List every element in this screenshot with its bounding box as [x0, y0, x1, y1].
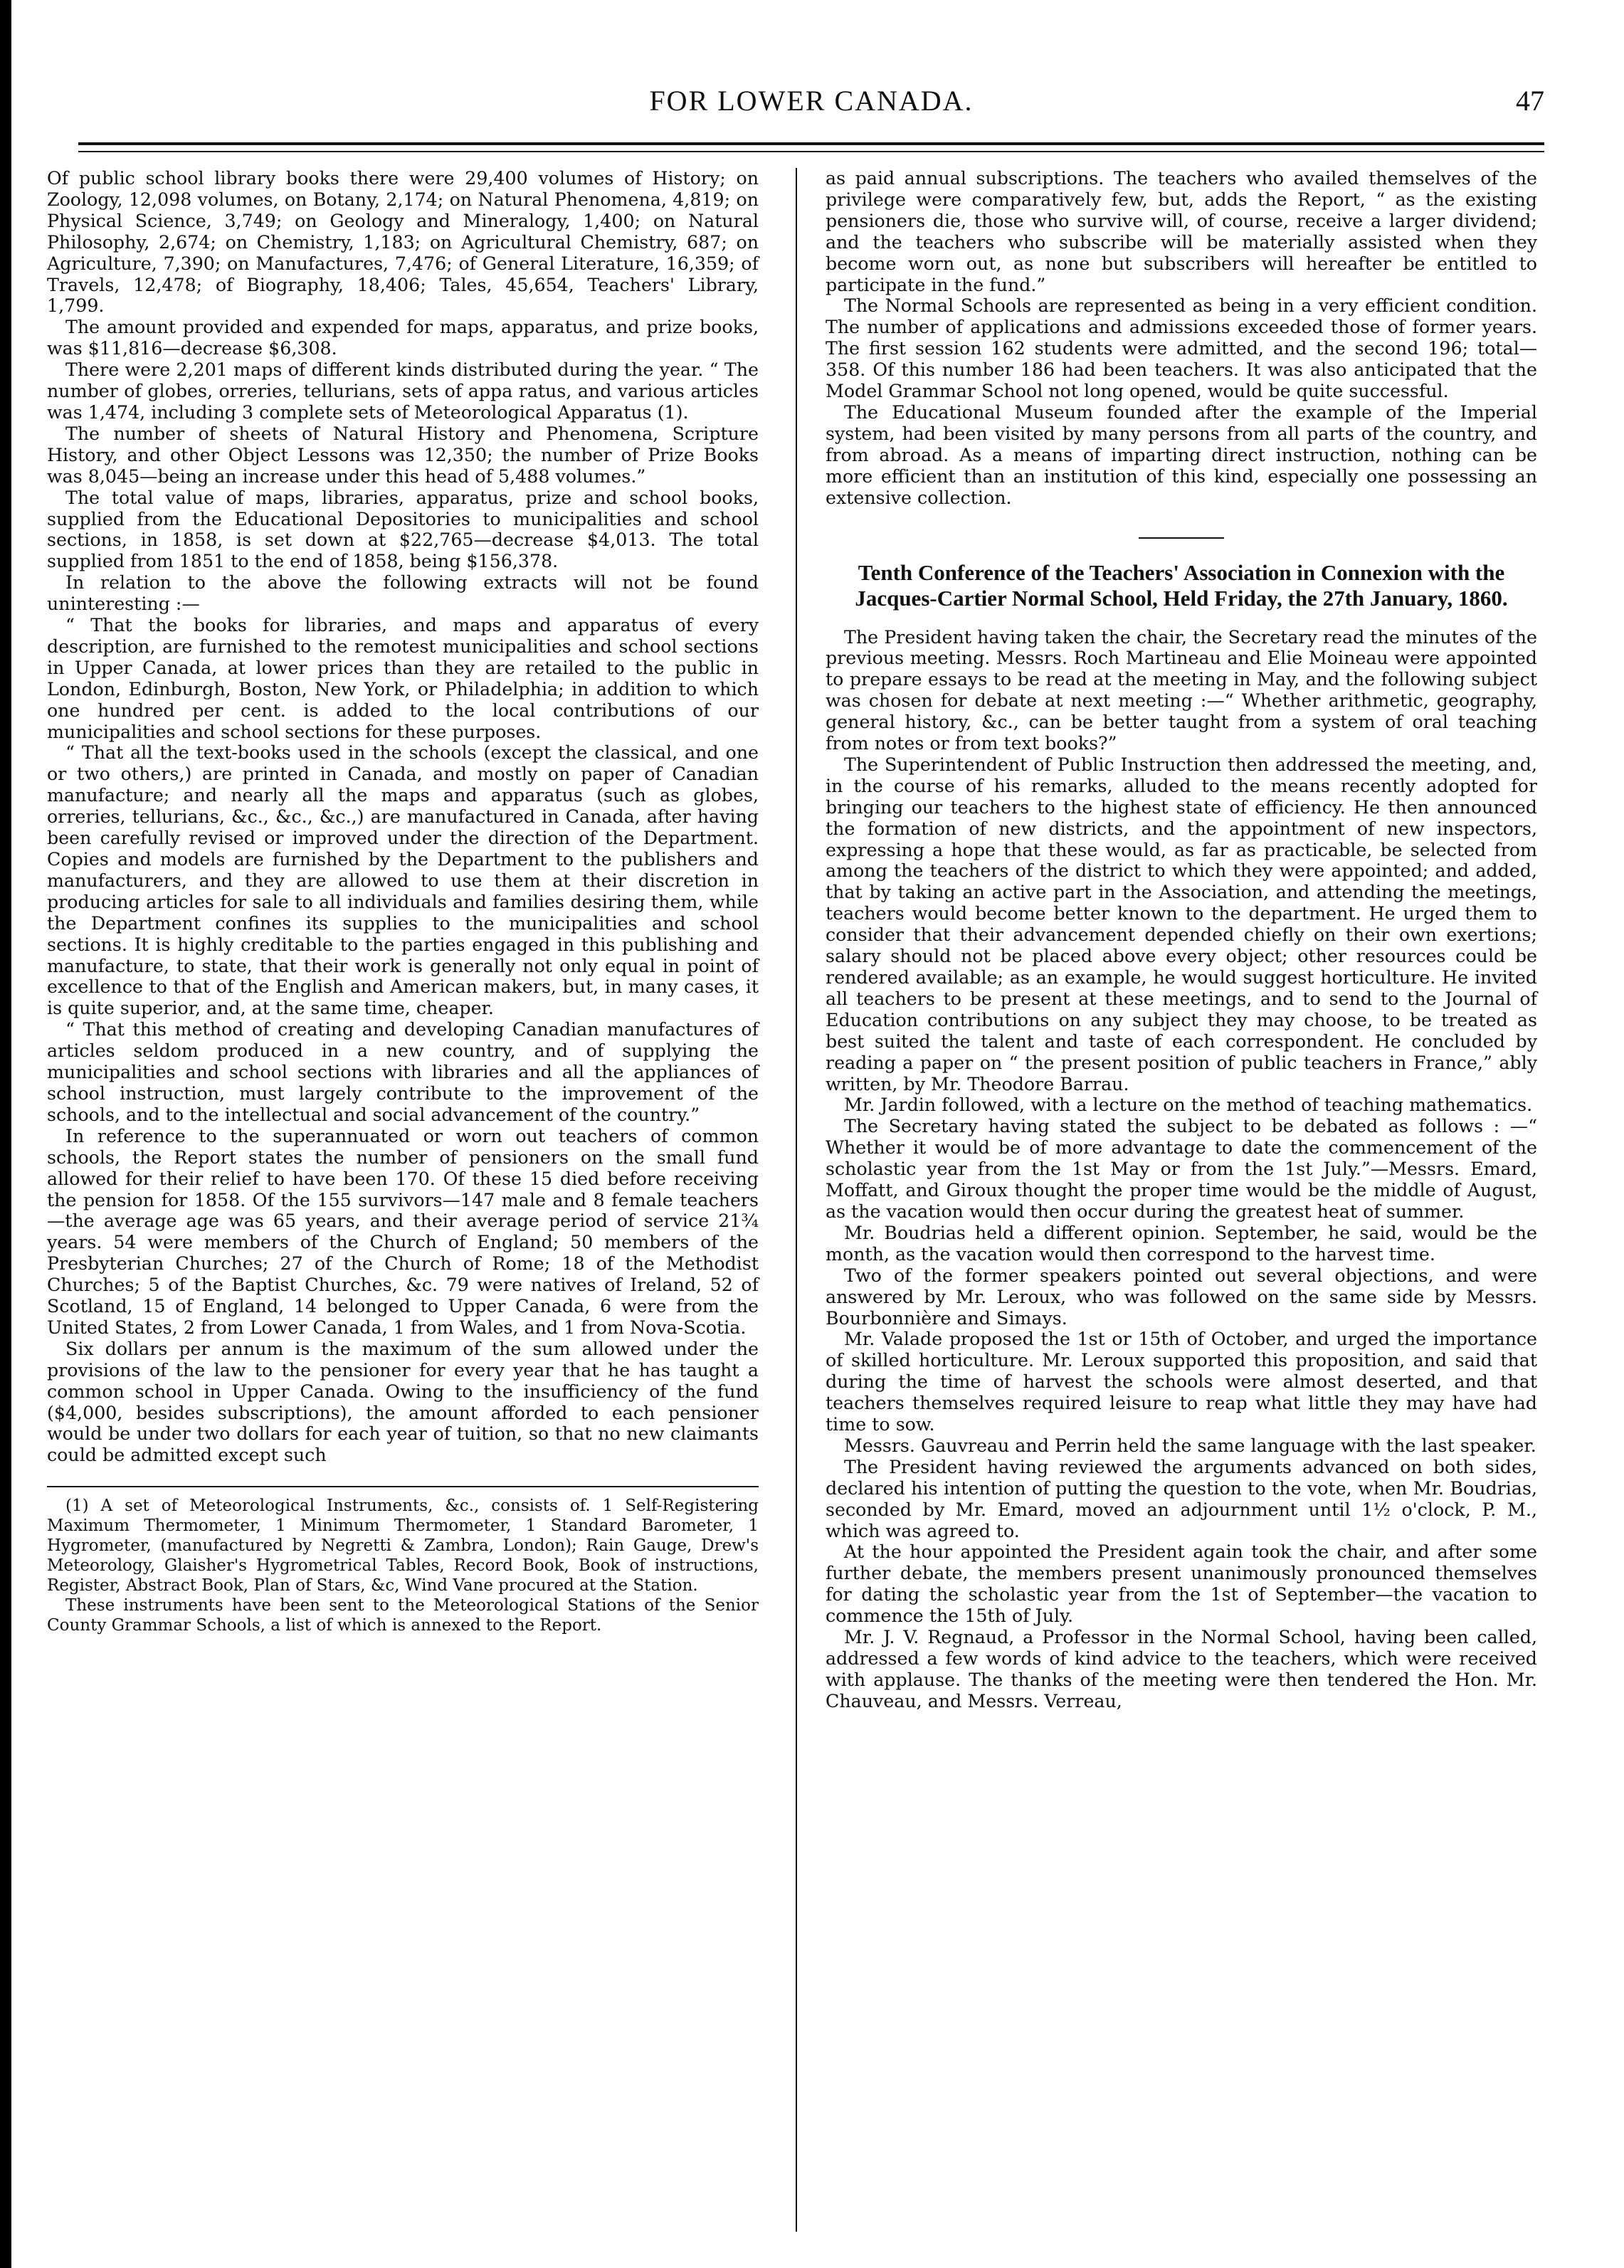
paragraph: In relation to the above the following extracts will not be found uninteresting :—: [47, 572, 759, 615]
page-number: 47: [1516, 85, 1544, 117]
paragraph: The amount provided and expended for maps, apparatus, and prize books, was $11,816—decrease $6,308.: [47, 317, 759, 359]
paragraph: There were 2,201 maps of different kinds distributed during the year. “ The number of globes, orreries, tellurians, sets of appa ratus, and various articles was 1,474, including 3 complete sets of Meteorological Apparatus (1).: [47, 359, 759, 423]
paragraph: Of public school library books there were 29,400 volumes of History; on Zoology, 12,098 volumes, on Botany, 2,174; on Natural Phenomena, 4,819; on Physical Science, 3,749; on Geology and Mineralogy, 1,400; on Natural Philosophy, 2,674; on Chemistry, 1,183; on Agricultural Chemistry, 687; on Agriculture, 7,390; on Manufactures, 7,476; of General Literature, 16,359; of Travels, 12,478; of Biography, 18,406; Tales, 45,654, Teachers' Library, 1,799.: [47, 168, 759, 317]
paragraph: Mr. Boudrias held a different opinion. September, he said, would be the month, as the vacation would then correspond to the harvest time.: [826, 1222, 1537, 1265]
paragraph: The total value of maps, libraries, apparatus, prize and school books, supplied from the Educational Depositories to municipalities and school sections, in 1858, is set down at $22,765—decrease $4,013. The total supplied from 1851 to the end of 1858, being $156,378.: [47, 487, 759, 572]
quoted-paragraph: “ That all the text-books used in the schools (except the classical, and one or two others,) are printed in Canada, and mostly on paper of Canadian manufacture; and nearly all the maps and apparatus (such as globes, orreries, tellurians, &c., &c., &c.,) are manufactured in Canada, after having been carefully revised or improved under the direction of the Department. Copies and models are furnished by the Department to the publishers and manufacturers, and they are allowed to use them at their discretion in producing articles for sale to all individuals and families desiring them, while the Department confines its supplies to the municipalities and school sections. It is highly creditable to the parties engaged in this publishing and manufacture, to state, that their work is generally not only equal in point of excellence to that of the English and American makers, but, in many cases, it is quite superior, and, at the same time, cheaper.: [47, 742, 759, 1019]
paragraph: as paid annual subscriptions. The teachers who availed themselves of the privilege were comparatively few, but, adds the Report, “ as the existing pensioners die, those who survive will, of course, receive a larger dividend; and the teachers who subscribe will be materially assisted when they become worn out, as none but subscribers will hereafter be entitled to participate in the fund.”: [826, 168, 1537, 295]
paragraph: The Superintendent of Public Instruction then addressed the meeting, and, in the course of his remarks, alluded to the means recently adopted for bringing our teachers to the highest state of efficiency. He then announced the formation of new districts, and the appointment of new inspectors, expressing a hope that these would, as far as practicable, be selected from among the teachers of the district to which they were appointed; and added, that by taking an active part in the Association, and attending the meetings, teachers would become better known to the department. He urged them to consider that their advancement depended chiefly on their own exertions; salary should not be placed above every object; other resources could be rendered available; as an example, he would suggest horticulture. He invited all teachers to be present at these meetings, and to send to the Journal of Education contributions on any subject they may choose, to be treated as best suited the talent and taste of each correspondent. He concluded by reading a paper on “ the present position of public teachers in France,” ably written, by Mr. Theodore Barrau.: [826, 754, 1537, 1095]
paragraph: Mr. Jardin followed, with a lecture on the method of teaching mathematics.: [844, 1095, 1533, 1116]
paragraph: Messrs. Gauvreau and Perrin held the same language with the last speaker.: [844, 1435, 1536, 1456]
section-title: Tenth Conference of the Teachers' Association in Connexion with the Jacques-Cartier Normal School, Held Friday, the 27th January, 1860.: [855, 559, 1508, 611]
left-column: [47, 168, 759, 1635]
footnote: These instruments have been sent to the Meteorological Stations of the Senior County Grammar Schools, a list of which is annexed to the Report.: [47, 1596, 759, 1635]
paragraph: At the hour appointed the President again took the chair, and after some further debate, the members present unanimously pronounced themselves for dating the scholastic year from the 1st of September—the vacation to commence the 15th of July.: [826, 1541, 1537, 1627]
paragraph: Two of the former speakers pointed out several objections, and were answered by Mr. Leroux, who was followed on the same side by Messrs. Bourbonnière and Simays.: [826, 1265, 1537, 1329]
quoted-paragraph: “ That the books for libraries, and maps and apparatus of every description, are furnished to the remotest municipalities and school sections in Upper Canada, at lower prices than they are retailed to the public in London, Edinburgh, Boston, New York, or Philadelphia; in addition to which one hundred per cent. is added to the local contributions of our municipalities and school sections for these purposes.: [47, 615, 759, 742]
footnote: (1) A set of Meteorological Instruments, &c., consists of. 1 Self-Registering Maximum Thermometer, 1 Minimum Thermometer, 1 Standard Barometer, 1 Hygrometer, (manufactured by Negretti & Zambra, London); Rain Gauge, Drew's Meteorology, Glaisher's Hygrometrical Tables, Record Book, Book of instructions, Register, Abstract Book, Plan of Stars, &c, Wind Vane procured at the Station.: [47, 1497, 759, 1595]
column-divider: [796, 168, 797, 2232]
paragraph: The Normal Schools are represented as being in a very efficient condition. The number of applications and admissions exceeded those of former years. The first session 162 students were admitted, and the second 196; total—358. Of this number 186 had been teachers. It was also anticipated that the Model Grammar School not long opened, would be quite successful.: [826, 295, 1537, 402]
section-separator: [1139, 537, 1224, 539]
paragraph: In reference to the superannuated or worn out teachers of common schools, the Report states the number of pensioners on the small fund allowed for their relief to have been 170. Of these 15 died before receiving the pension for 1858. Of the 155 survivors—147 male and 8 female teachers—the average age was 65 years, and their average period of service 21¾ years. 54 were members of the Church of England; 50 members of the Presbyterian Churches; 27 of the Church of Rome; 18 of the Methodist Churches; 5 of the Baptist Churches, &c. 79 were natives of Ireland, 52 of Scotland, 15 of England, 14 belonged to Upper Canada, 6 were from the United States, 2 from Lower Canada, 1 from Wales, and 1 from Nova-Scotia.: [47, 1125, 759, 1338]
quoted-paragraph: “ That this method of creating and developing Canadian manufactures of articles seldom produced in a new country, and of supplying the municipalities and school sections with libraries and all the appliances of school instruction, must largely contribute to the improvement of the schools, and to the intellectual and social advancement of the country.”: [47, 1019, 759, 1125]
paragraph: The Educational Museum founded after the example of the Imperial system, had been visited by many persons from all parts of the country, and from abroad. As a means of imparting direct instruction, nothing can be more efficient than an institution of this kind, especially one possessing an extensive collection.: [826, 401, 1537, 508]
running-title: FOR LOWER CANADA.: [649, 85, 974, 117]
header-rule-thick: [78, 142, 1544, 145]
paragraph: The Secretary having stated the subject to be debated as follows : —“ Whether it would be of more advantage to date the commencement of the scholastic year from the 1st May or from the 1st July.”—Messrs. Emard, Moffatt, and Giroux thought the proper time would be the middle of August, as the vacation would then occur during the greatest heat of summer.: [826, 1116, 1537, 1222]
scan-edge-shadow: [0, 0, 11, 2268]
paragraph: The number of sheets of Natural History and Phenomena, Scripture History, and other Object Lessons was 12,350; the number of Prize Books was 8,045—being an increase under this head of 5,488 volumes.”: [47, 423, 759, 487]
footnotes: [47, 1496, 759, 1635]
paragraph: The President having taken the chair, the Secretary read the minutes of the previous meeting. Messrs. Roch Martineau and Elie Moineau were appointed to prepare essays to be read at the meeting in May, and the following subject was chosen for debate at next meeting :—“ Whether arithmetic, geography, general history, &c., can be better taught from a system of oral teaching from notes or from text books?”: [826, 626, 1537, 754]
page-header: [78, 84, 1544, 127]
footnote-rule: [47, 1486, 759, 1487]
paragraph: Mr. Valade proposed the 1st or 15th of October, and urged the importance of skilled horticulture. Mr. Leroux supported this proposition, and said that during the time of harvest the schools were almost deserted, and that teachers themselves required leisure to reap what little they may have had time to sow.: [826, 1329, 1537, 1435]
paragraph: Six dollars per annum is the maximum of the sum allowed under the provisions of the law to the pensioner for every year that he has taught a common school in Upper Canada. Owing to the insufficiency of the fund ($4,000, besides subscriptions), the amount afforded to each pensioner would be under two dollars for each year of tuition, so that no new claimants could be admitted except such: [47, 1338, 759, 1466]
header-rule-thin: [78, 151, 1544, 152]
paragraph: The President having reviewed the arguments advanced on both sides, declared his intention of putting the question to the vote, when Mr. Boudrias, seconded by Mr. Emard, moved an adjournment until 1½ o'clock, P. M., which was agreed to.: [826, 1456, 1537, 1541]
paragraph: Mr. J. V. Regnaud, a Professor in the Normal School, having been called, addressed a few words of kind advice to the teachers, which were received with applause. The thanks of the meeting were then tendered the Hon. Mr. Chauveau, and Messrs. Verreau,: [826, 1627, 1537, 1711]
right-column: [826, 168, 1537, 1712]
